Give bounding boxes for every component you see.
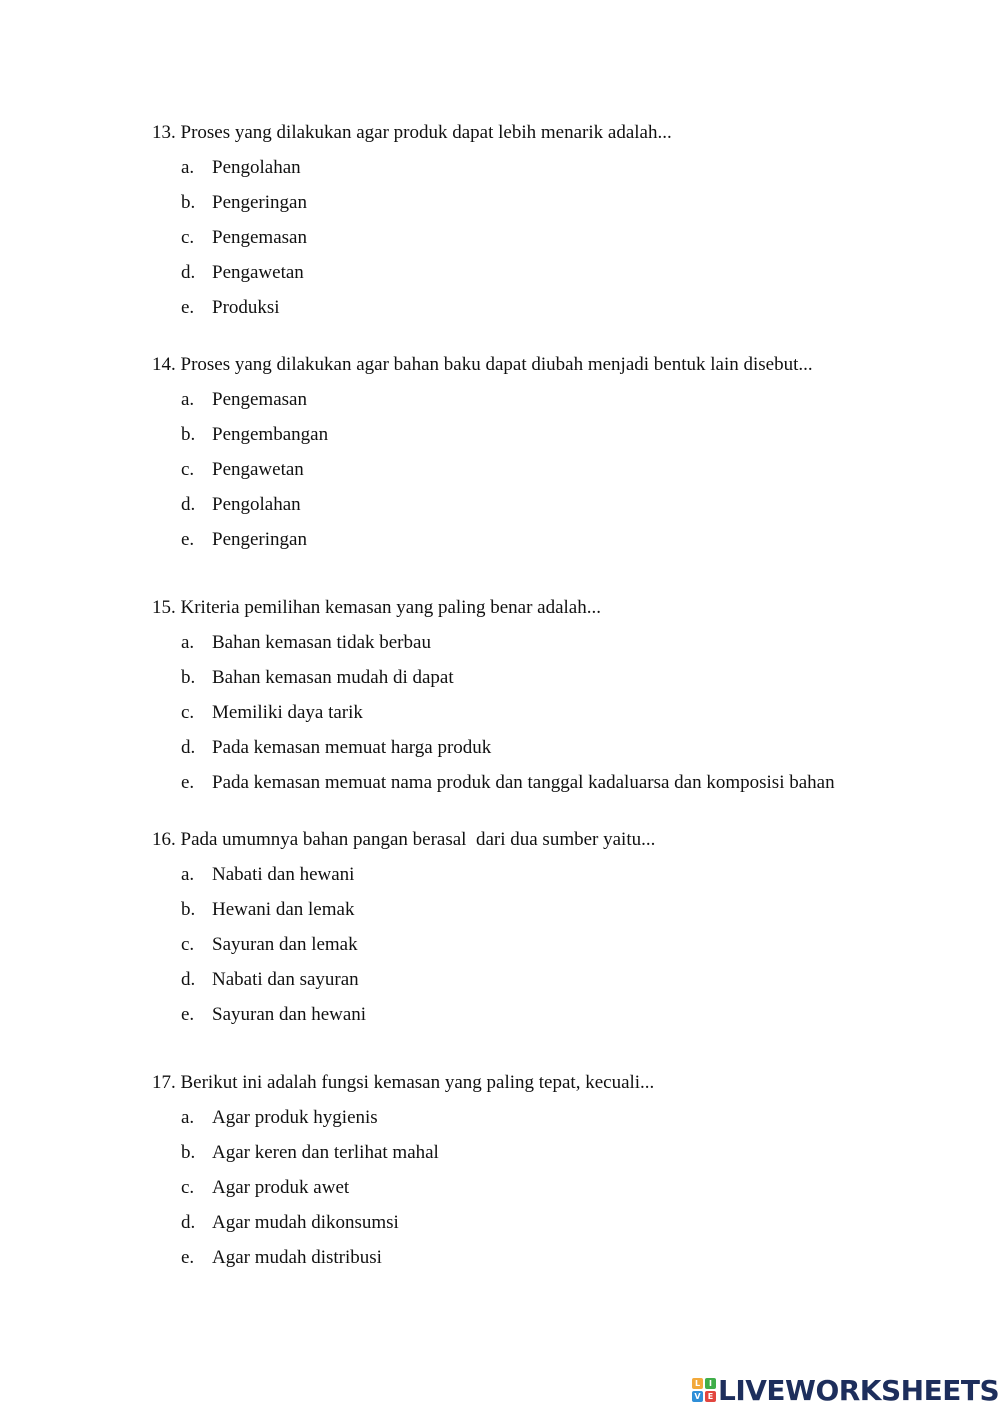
- option-b[interactable]: [152, 1129, 952, 1164]
- option-letter: a.: [181, 864, 195, 885]
- question-number: 15.: [152, 597, 176, 618]
- option-b[interactable]: [152, 411, 952, 446]
- option-text: Pengeringan: [212, 192, 307, 213]
- option-d[interactable]: [152, 1199, 952, 1234]
- option-c[interactable]: [152, 921, 952, 956]
- question-stem: [152, 597, 952, 619]
- question-number: 13.: [152, 122, 176, 143]
- question-number: 14.: [152, 354, 176, 375]
- logo-mark-tile: V: [692, 1391, 703, 1402]
- option-c[interactable]: [152, 1164, 952, 1199]
- option-text: Pengemasan: [212, 227, 307, 248]
- option-text: Hewani dan lemak: [212, 899, 355, 920]
- option-text: Sayuran dan hewani: [212, 1004, 367, 1025]
- question-number: 16.: [152, 829, 176, 850]
- option-text: Pengawetan: [212, 262, 304, 283]
- option-d[interactable]: [152, 249, 952, 284]
- logo-mark-tile: L: [692, 1378, 703, 1389]
- option-letter: a.: [181, 389, 195, 410]
- option-b[interactable]: [152, 886, 952, 921]
- option-text: Pengolahan: [212, 494, 301, 515]
- question-stem: [152, 354, 952, 376]
- option-text: Memiliki daya tarik: [212, 702, 363, 723]
- option-letter: b.: [181, 424, 196, 445]
- logo-mark-tile: E: [705, 1391, 716, 1402]
- option-letter: e.: [181, 772, 195, 793]
- logo-mark-tile: I: [705, 1378, 716, 1389]
- liveworksheets-logo: [692, 1374, 999, 1406]
- answer-options: [152, 376, 952, 551]
- question-14: [152, 354, 952, 551]
- option-letter: d.: [181, 262, 196, 283]
- option-c[interactable]: [152, 689, 952, 724]
- option-text: Produksi: [212, 297, 280, 318]
- option-text: Agar mudah distribusi: [212, 1247, 382, 1268]
- option-text: Agar keren dan terlihat mahal: [212, 1142, 439, 1163]
- question-13: [152, 122, 952, 319]
- option-b[interactable]: [152, 654, 952, 689]
- option-letter: b.: [181, 1142, 196, 1163]
- option-letter: d.: [181, 737, 196, 758]
- option-e[interactable]: [152, 991, 952, 1026]
- option-text: Agar mudah dikonsumsi: [212, 1212, 399, 1233]
- option-e[interactable]: [152, 516, 952, 551]
- question-text: Pada umumnya bahan pangan berasal dari dua sumber yaitu...: [180, 829, 656, 850]
- option-letter: d.: [181, 969, 196, 990]
- answer-options: [152, 619, 952, 794]
- option-text: Pengemasan: [212, 389, 307, 410]
- option-c[interactable]: [152, 446, 952, 481]
- option-letter: b.: [181, 667, 196, 688]
- question-17: [152, 1072, 952, 1269]
- option-letter: d.: [181, 494, 196, 515]
- question-number: 17.: [152, 1072, 176, 1093]
- question-stem: [152, 829, 952, 851]
- option-letter: b.: [181, 192, 196, 213]
- option-a[interactable]: [152, 619, 952, 654]
- option-letter: c.: [181, 1177, 195, 1198]
- question-text: Proses yang dilakukan agar bahan baku dapat diubah menjadi bentuk lain disebut...: [180, 354, 813, 375]
- question-text: Berikut ini adalah fungsi kemasan yang paling tepat, kecuali...: [180, 1072, 655, 1093]
- question-15: [152, 597, 952, 794]
- answer-options: [152, 1094, 952, 1269]
- option-letter: a.: [181, 632, 195, 653]
- option-letter: b.: [181, 899, 196, 920]
- option-text: Agar produk hygienis: [212, 1107, 378, 1128]
- option-letter: a.: [181, 1107, 195, 1128]
- option-text: Agar produk awet: [212, 1177, 350, 1198]
- option-d[interactable]: [152, 956, 952, 991]
- option-letter: c.: [181, 934, 195, 955]
- option-e[interactable]: [152, 1234, 952, 1269]
- option-letter: e.: [181, 1247, 195, 1268]
- liveworksheets-mark-icon: [692, 1378, 716, 1402]
- option-letter: e.: [181, 1004, 195, 1025]
- option-d[interactable]: [152, 481, 952, 516]
- option-text: Pada kemasan memuat harga produk: [212, 737, 492, 758]
- option-c[interactable]: [152, 214, 952, 249]
- option-a[interactable]: [152, 1094, 952, 1129]
- option-text: Pengawetan: [212, 459, 304, 480]
- question-16: [152, 829, 952, 1026]
- option-text: Bahan kemasan tidak berbau: [212, 632, 431, 653]
- option-e[interactable]: [152, 759, 952, 794]
- option-text: Nabati dan hewani: [212, 864, 355, 885]
- option-b[interactable]: [152, 179, 952, 214]
- question-stem: [152, 122, 952, 144]
- option-letter: c.: [181, 227, 195, 248]
- option-a[interactable]: [152, 144, 952, 179]
- option-letter: c.: [181, 459, 195, 480]
- question-stem: [152, 1072, 952, 1094]
- option-a[interactable]: [152, 851, 952, 886]
- option-e[interactable]: [152, 284, 952, 319]
- option-text: Pengembangan: [212, 424, 329, 445]
- option-letter: a.: [181, 157, 195, 178]
- option-letter: c.: [181, 702, 195, 723]
- option-text: Pengolahan: [212, 157, 301, 178]
- option-d[interactable]: [152, 724, 952, 759]
- option-text: Sayuran dan lemak: [212, 934, 358, 955]
- answer-options: [152, 851, 952, 1026]
- option-text: Pada kemasan memuat nama produk dan tanggal kadaluarsa dan komposisi bahan: [212, 772, 835, 793]
- option-text: Nabati dan sayuran: [212, 969, 359, 990]
- option-text: Pengeringan: [212, 529, 307, 550]
- question-text: Kriteria pemilihan kemasan yang paling benar adalah...: [180, 597, 601, 618]
- option-letter: e.: [181, 297, 195, 318]
- option-letter: e.: [181, 529, 195, 550]
- option-letter: d.: [181, 1212, 196, 1233]
- logo-wordmark: LIVEWORKSHEETS: [718, 1373, 1000, 1407]
- answer-options: [152, 144, 952, 319]
- question-text: Proses yang dilakukan agar produk dapat lebih menarik adalah...: [180, 122, 672, 143]
- option-a[interactable]: [152, 376, 952, 411]
- option-text: Bahan kemasan mudah di dapat: [212, 667, 454, 688]
